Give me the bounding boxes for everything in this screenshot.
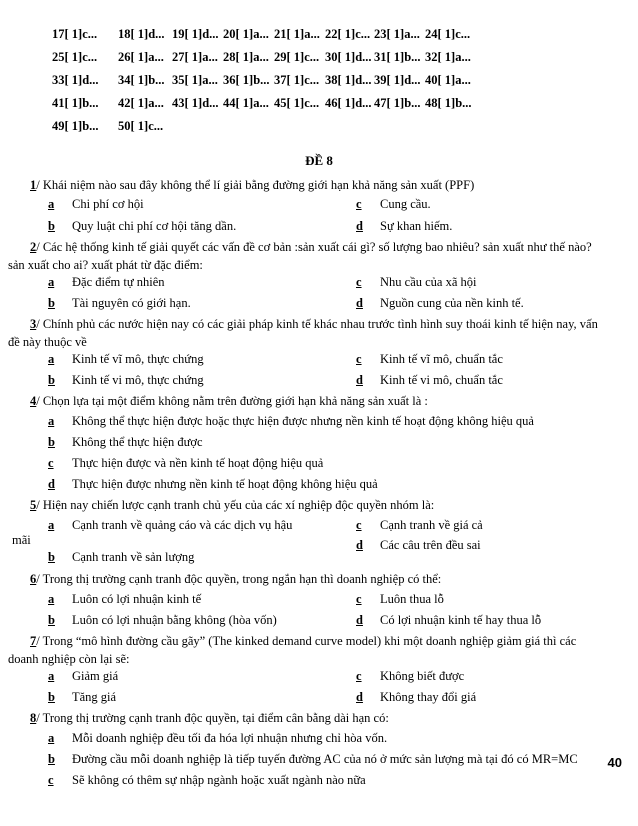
answer-key-entry: 34[ 1]b... <box>118 73 165 87</box>
answer-key-entry: 39[ 1]d... <box>374 73 421 87</box>
answer-key-entry: 17[ 1]c... <box>52 27 98 41</box>
question-text: / Trong thị trường cạnh tranh độc quyền, tại điểm cân bằng dài hạn có: <box>36 711 389 725</box>
question-number: 6 <box>30 572 37 586</box>
question-number: 5 <box>30 498 37 512</box>
answer-key-entry: 49[ 1]b... <box>52 119 99 133</box>
answer-key-entry: 36[ 1]b... <box>223 73 270 87</box>
question-5 <box>8 496 598 514</box>
answer-key-entry: 27[ 1]a... <box>172 50 218 64</box>
answer-key-entry: 30[ 1]d... <box>325 50 372 64</box>
answer-key-entry: 25[ 1]c... <box>52 50 98 64</box>
answer-key-entry: 33[ 1]d... <box>52 73 99 87</box>
question-text: / Các hệ thống kinh tế giải quyết các vấn đề cơ bản :sản xuất cái gì? số lượng bao nhiêu? sản xuất như thế nào? sản xuất cho ai? xuất phát từ đặc điểm: <box>8 240 592 272</box>
question-text: / Khái niệm nào sau đây không thể lí giải bằng đường giới hạn khả năng sản xuất (PPF) <box>36 178 475 192</box>
answer-key-entry: 21[ 1]a... <box>274 27 320 41</box>
answer-key-entry: 23[ 1]a... <box>374 27 420 41</box>
question-6 <box>8 570 598 588</box>
question-number: 4 <box>30 394 37 408</box>
answer-key-entry: 38[ 1]d... <box>325 73 372 87</box>
question-text: / Chính phủ các nước hiện nay có các giải pháp kinh tế khác nhau trước tình hình suy thoái kinh tế hiện nay, vấn đề này thuộc về <box>8 317 598 349</box>
answer-key-entry: 29[ 1]c... <box>274 50 320 64</box>
answer-key-entry: 43[ 1]d... <box>172 96 219 110</box>
question-number: 7 <box>30 634 37 648</box>
option-a-continuation: mãi <box>12 533 31 547</box>
answer-key-entry: 32[ 1]a... <box>425 50 471 64</box>
question-4 <box>8 392 598 410</box>
question-3 <box>8 315 598 351</box>
answer-key-entry: 46[ 1]d... <box>325 96 372 110</box>
answer-key-entry: 18[ 1]d... <box>118 27 165 41</box>
question-7 <box>8 632 598 668</box>
answer-key-entry: 26[ 1]a... <box>118 50 164 64</box>
answer-key-entry: 44[ 1]a... <box>223 96 269 110</box>
question-number: 3 <box>30 317 37 331</box>
question-8 <box>8 709 598 727</box>
section-title: ĐỀ 8 <box>305 153 333 168</box>
question-text: / Trong thị trường cạnh tranh độc quyền, trong ngắn hạn thì doanh nghiệp có thể: <box>36 572 442 586</box>
answer-key-entry: 24[ 1]c... <box>425 27 471 41</box>
answer-key-entry: 19[ 1]d... <box>172 27 219 41</box>
question-text: / Trong “mô hình đường cầu gãy” (The kinked demand curve model) khi một doanh nghiệp giảm giá thì các doanh nghiệp còn lại sẽ: <box>8 634 577 666</box>
answer-key-entry: 35[ 1]a... <box>172 73 218 87</box>
question-text: / Hiện nay chiến lược cạnh tranh chủ yếu của các xí nghiệp độc quyền nhóm là: <box>36 498 435 512</box>
answer-key-entry: 45[ 1]c... <box>274 96 320 110</box>
question-text: / Chọn lựa tại một điểm không nằm trên đường giới hạn khả năng sản xuất là : <box>36 394 428 408</box>
answer-key-entry: 48[ 1]b... <box>425 96 472 110</box>
question-number: 8 <box>30 711 37 725</box>
answer-key-entry: 22[ 1]c... <box>325 27 371 41</box>
answer-key-entry: 20[ 1]a... <box>223 27 269 41</box>
question-2 <box>8 238 598 274</box>
question-1 <box>8 176 598 194</box>
answer-key-entry: 41[ 1]b... <box>52 96 99 110</box>
answer-key-entry: 50[ 1]c... <box>118 119 164 133</box>
answer-key-entry: 47[ 1]b... <box>374 96 421 110</box>
answer-key-entry: 40[ 1]a... <box>425 73 471 87</box>
answer-key-entry: 37[ 1]c... <box>274 73 320 87</box>
answer-key-entry: 42[ 1]a... <box>118 96 164 110</box>
page-number: 40 <box>607 755 622 770</box>
answer-key-entry: 31[ 1]b... <box>374 50 421 64</box>
question-number: 2 <box>30 240 37 254</box>
question-number: 1 <box>30 178 37 192</box>
answer-key-entry: 28[ 1]a... <box>223 50 269 64</box>
